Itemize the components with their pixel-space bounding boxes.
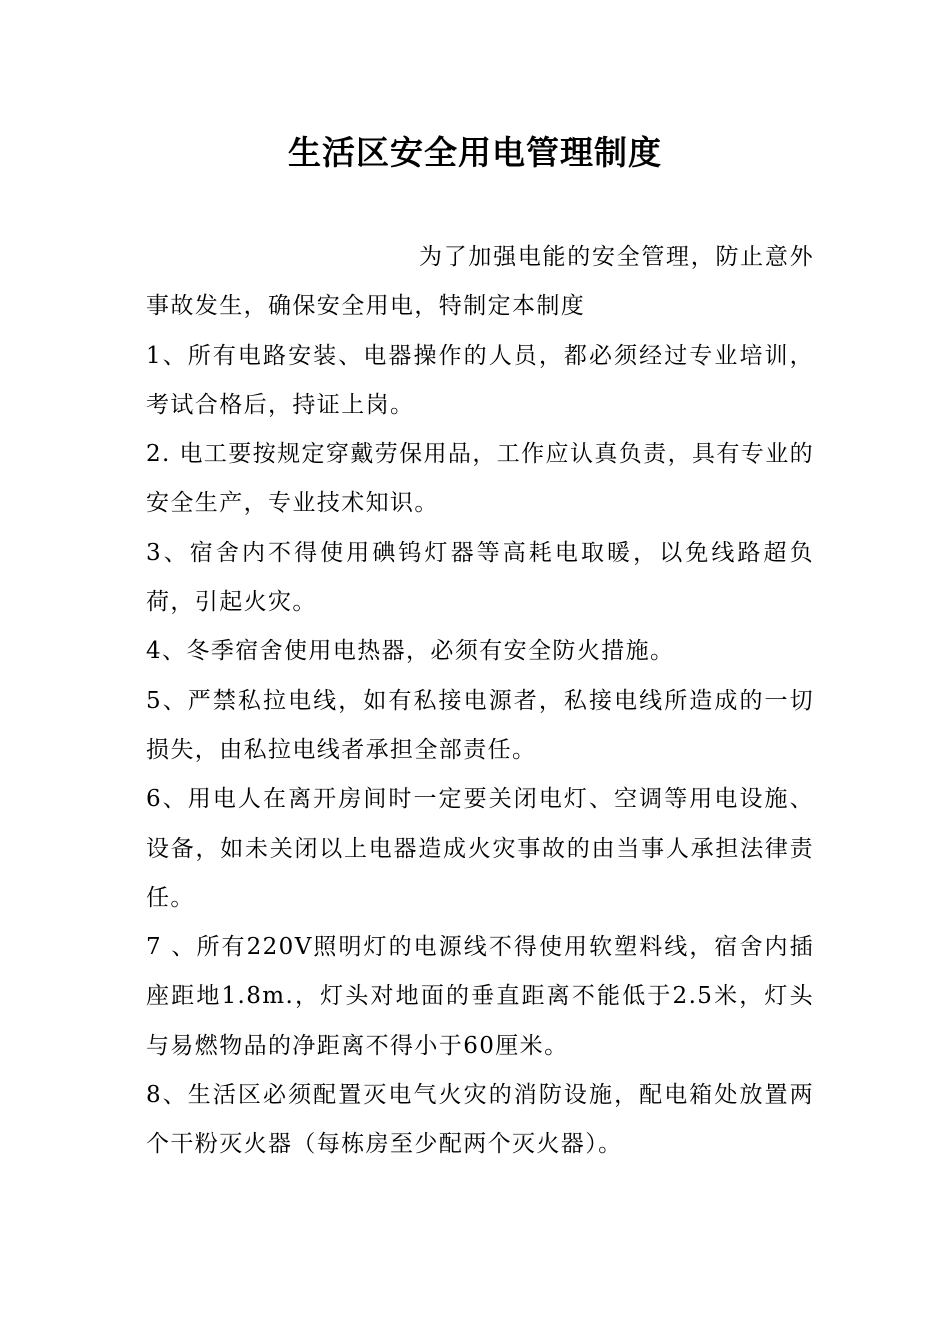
rule-item-8: 8、生活区必须配置灭电气火灾的消防设施，配电箱处放置两个干粉灭火器（每栋房至少配两个灭火器）。 <box>146 1082 814 1158</box>
document-title: 生活区安全用电管理制度 <box>288 133 662 172</box>
rule-item-2: 2. 电工要按规定穿戴劳保用品，工作应认真负责，具有专业的安全生产，专业技术知识。 <box>146 441 814 517</box>
rule-item-5: 5、严禁私拉电线，如有私接电源者，私接电线所造成的一切损失，由私拉电线者承担全部责任。 <box>146 687 814 763</box>
rule-item-6: 6、用电人在离开房间时一定要关闭电灯、空调等用电设施、设备，如未关闭以上电器造成火灾事故的由当事人承担法律责任。 <box>146 786 814 911</box>
rule-item-1: 1、所有电路安装、电器操作的人员，都必须经过专业培训，考试合格后，持证上岗。 <box>146 342 814 418</box>
intro-paragraph: 为了加强电能的安全管理，防止意外事故发生，确保安全用电，特制定本制度 <box>146 244 814 320</box>
document-body <box>146 233 814 1170</box>
rule-item-3: 3、宿舍内不得使用碘钨灯器等高耗电取暖，以免线路超负荷，引起火灾。 <box>146 539 814 616</box>
rule-item-7: 7 、所有220V照明灯的电源线不得使用软塑料线，宿舍内插座距地1.8m.，灯头对地面的垂直距离不能低于2.5米，灯头与易燃物品的净距离不得小于60厘米。 <box>146 934 814 1059</box>
rule-item-4: 4、冬季宿舍使用电热器，必须有安全防火措施。 <box>146 638 675 665</box>
